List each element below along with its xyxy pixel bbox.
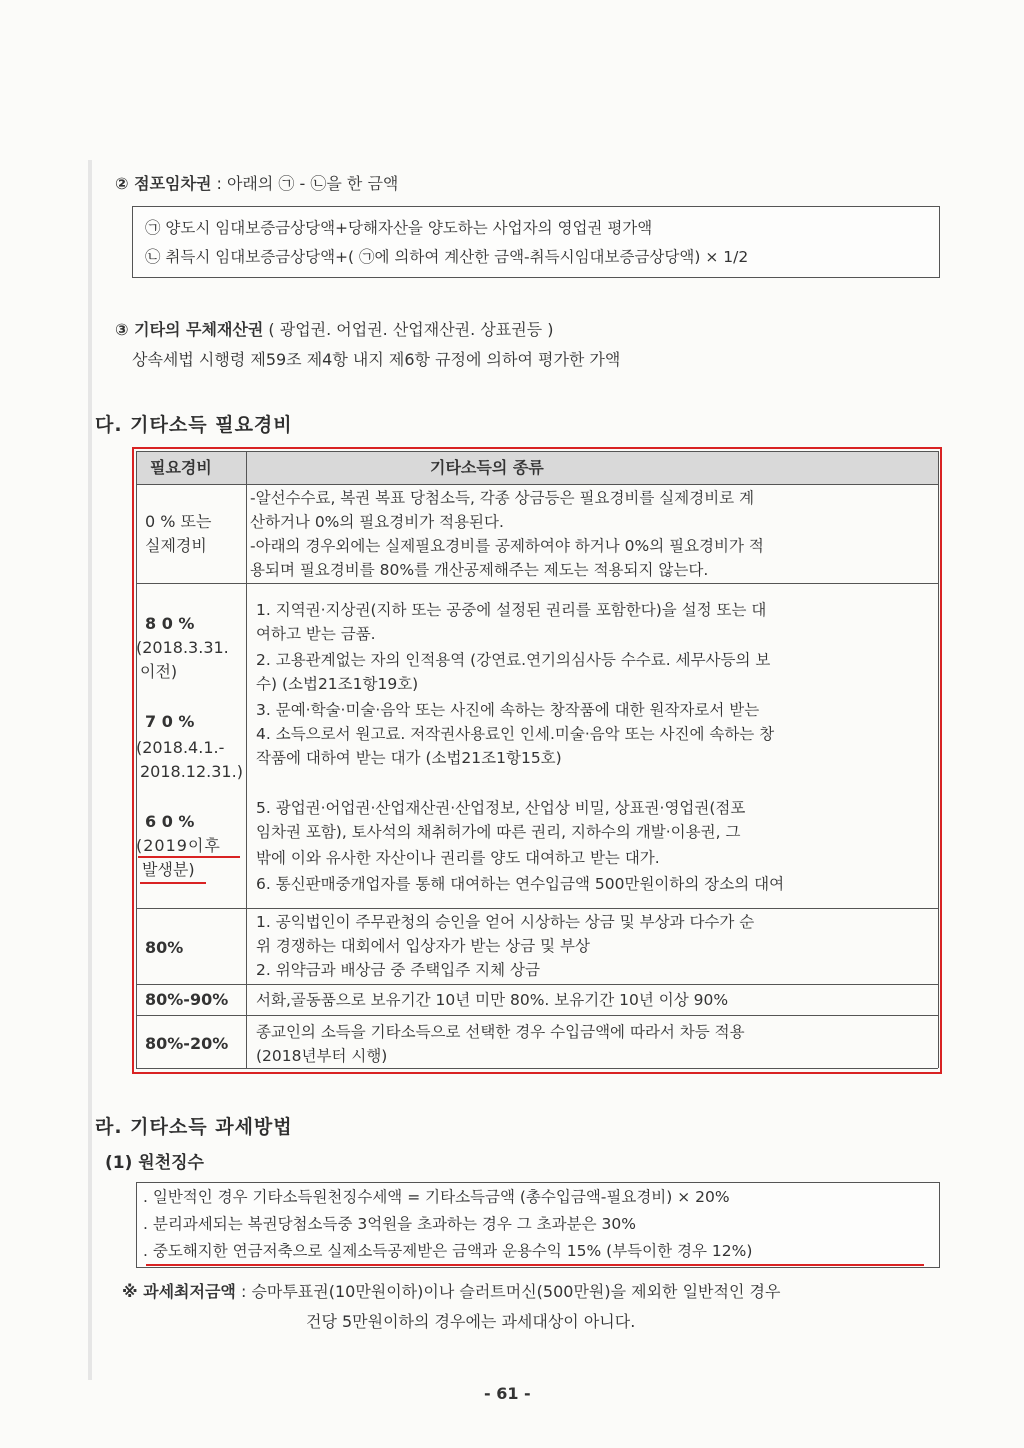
section2-line-2: ㉡ 취득시 임대보증금상당액+( ㉠에 의하여 계산한 금액-취득시임대보증금상당액) × 1/2 xyxy=(145,248,749,266)
red-highlight-frame xyxy=(132,447,942,1074)
row5-right-2: (2018년부터 시행) xyxy=(256,1047,388,1065)
row2-left-date2b: 2018.12.31.) xyxy=(140,762,243,781)
row2-left-date3: (2019이후 xyxy=(136,836,221,855)
row3-right-2: 위 경쟁하는 대회에서 입상자가 받는 상금 및 부상 xyxy=(256,937,590,955)
row3-right-1: 1. 공익법인이 주무관청의 승인을 얻어 시상하는 상금 및 부상과 다수가 순 xyxy=(256,913,755,931)
section2-heading xyxy=(115,172,398,196)
row2-right-11: 6. 통신판매중개업자를 통해 대여하는 연수입금액 500만원이하의 장소의 대여 xyxy=(256,875,785,893)
row2-left-date2: (2018.4.1.- xyxy=(136,738,225,757)
section2-title: ② 점포임차권 xyxy=(115,174,212,193)
row3-right-3: 2. 위약금과 배상금 중 주택입주 지체 상금 xyxy=(256,961,540,979)
page-number: - 61 - xyxy=(484,1384,531,1403)
section2-box xyxy=(132,206,940,278)
sub-heading-withholding: (1) 원천징수 xyxy=(105,1153,204,1173)
row2-right-4: 수) (소법21조1항19호) xyxy=(256,675,419,693)
row1-right-1: -알선수수료, 복권 복표 당첨소득, 각종 상금등은 필요경비를 실제경비로 계 xyxy=(250,489,755,507)
row1-right-4: 용되며 필요경비를 80%를 개산공제해주는 제도는 적용되지 않는다. xyxy=(250,561,709,579)
margin-mark xyxy=(88,160,92,1380)
header-expense: 필요경비 xyxy=(150,458,212,477)
row2-left-date3b: 발생분) xyxy=(142,860,195,879)
row2-left-date1: (2018.3.31. xyxy=(136,638,229,657)
row2-right-8: 5. 광업권·어업권·산업재산권·산업정보, 산업상 비밀, 상표권·영업권(점포 xyxy=(256,799,746,817)
withholding-line-2: . 분리과세되는 복권당첨소득중 3억원을 초과하는 경우 그 초과분은 30% xyxy=(143,1215,636,1233)
withholding-line-3: . 중도해지한 연금저축으로 실제소득공제받은 금액과 운용수익 15% (부득이한 경우 12%) xyxy=(143,1242,753,1260)
row3-left: 80% xyxy=(145,938,184,957)
row2-left-70: 7 0 % xyxy=(145,712,195,731)
row2-left-date1b: 이전) xyxy=(140,662,178,681)
row1-right-2: 산하거나 0%의 필요경비가 적용된다. xyxy=(250,513,504,531)
section2-line-1: ㉠ 양도시 임대보증금상당액+당해자산을 양도하는 사업자의 영업권 평가액 xyxy=(145,219,653,237)
header-income-type: 기타소득의 종류 xyxy=(430,458,544,477)
row2-right-9: 임차권 포함), 토사석의 채취허가에 따른 권리, 지하수의 개발·이용권, 그 xyxy=(256,823,741,841)
row1-left-1: 0 % 또는 xyxy=(145,512,212,531)
heading-da: 다. 기타소득 필요경비 xyxy=(95,414,293,436)
note-line-2: 건당 5만원이하의 경우에는 과세대상이 아니다. xyxy=(306,1312,636,1331)
section3-suffix: ( 광업권. 어업권. 산업재산권. 상표권등 ) xyxy=(263,320,554,339)
section2-suffix: : 아래의 ㉠ - ㉡을 한 금액 xyxy=(211,174,399,193)
section3-body: 상속세법 시행령 제59조 제4항 내지 제6항 규정에 의하여 평가한 가액 xyxy=(132,350,621,369)
row2-right-10: 밖에 이와 유사한 자산이나 권리를 양도 대여하고 받는 대가. xyxy=(256,849,660,867)
row2-right-6: 4. 소득으로서 원고료. 저작권사용료인 인세.미술·음악 또는 사진에 속하는 창 xyxy=(256,725,775,743)
row2-right-2: 여하고 받는 금품. xyxy=(256,625,376,643)
note-title: ※ 과세최저금액 xyxy=(122,1282,236,1301)
section3-title: ③ 기타의 무체재산권 xyxy=(115,320,264,339)
heading-ra: 라. 기타소득 과세방법 xyxy=(95,1116,293,1138)
note-text-1: : 승마투표권(10만원이하)이나 슬러트머신(500만원)을 제외한 일반적인 경우 xyxy=(235,1282,781,1301)
underline-withholding xyxy=(146,1264,924,1266)
row2-right-1: 1. 지역권·지상권(지하 또는 공중에 설정된 권리를 포함한다)을 설정 또는 대 xyxy=(256,601,767,619)
row2-right-3: 2. 고용관계없는 자의 인적용역 (강연료.연기의심사등 수수료. 세무사등의 보 xyxy=(256,651,771,669)
row5-left: 80%-20% xyxy=(145,1034,229,1053)
row2-right-7: 작품에 대하여 받는 대가 (소법21조1항15호) xyxy=(256,749,562,767)
row4-right: 서화,골동품으로 보유기간 10년 미만 80%. 보유기간 10년 이상 90% xyxy=(256,991,729,1009)
withholding-line-1: . 일반적인 경우 기타소득원천징수세액 = 기타소득금액 (총수입금액-필요경비) × 20% xyxy=(143,1188,730,1206)
row2-left-80: 8 0 % xyxy=(145,614,195,633)
row5-right-1: 종교인의 소득을 기타소득으로 선택한 경우 수입금액에 따라서 차등 적용 xyxy=(256,1023,745,1041)
row1-right-3: -아래의 경우외에는 실제필요경비를 공제하여야 하거나 0%의 필요경비가 적 xyxy=(250,537,764,555)
note-line-1 xyxy=(122,1280,780,1304)
section3-heading xyxy=(115,318,553,342)
row1-left-2: 실제경비 xyxy=(145,536,207,555)
row2-left-60: 6 0 % xyxy=(145,812,195,831)
row2-right-5: 3. 문예·학술·미술·음악 또는 사진에 속하는 창작품에 대한 원작자로서 받는 xyxy=(256,701,760,719)
withholding-box xyxy=(136,1182,940,1268)
row4-left: 80%-90% xyxy=(145,990,229,1009)
